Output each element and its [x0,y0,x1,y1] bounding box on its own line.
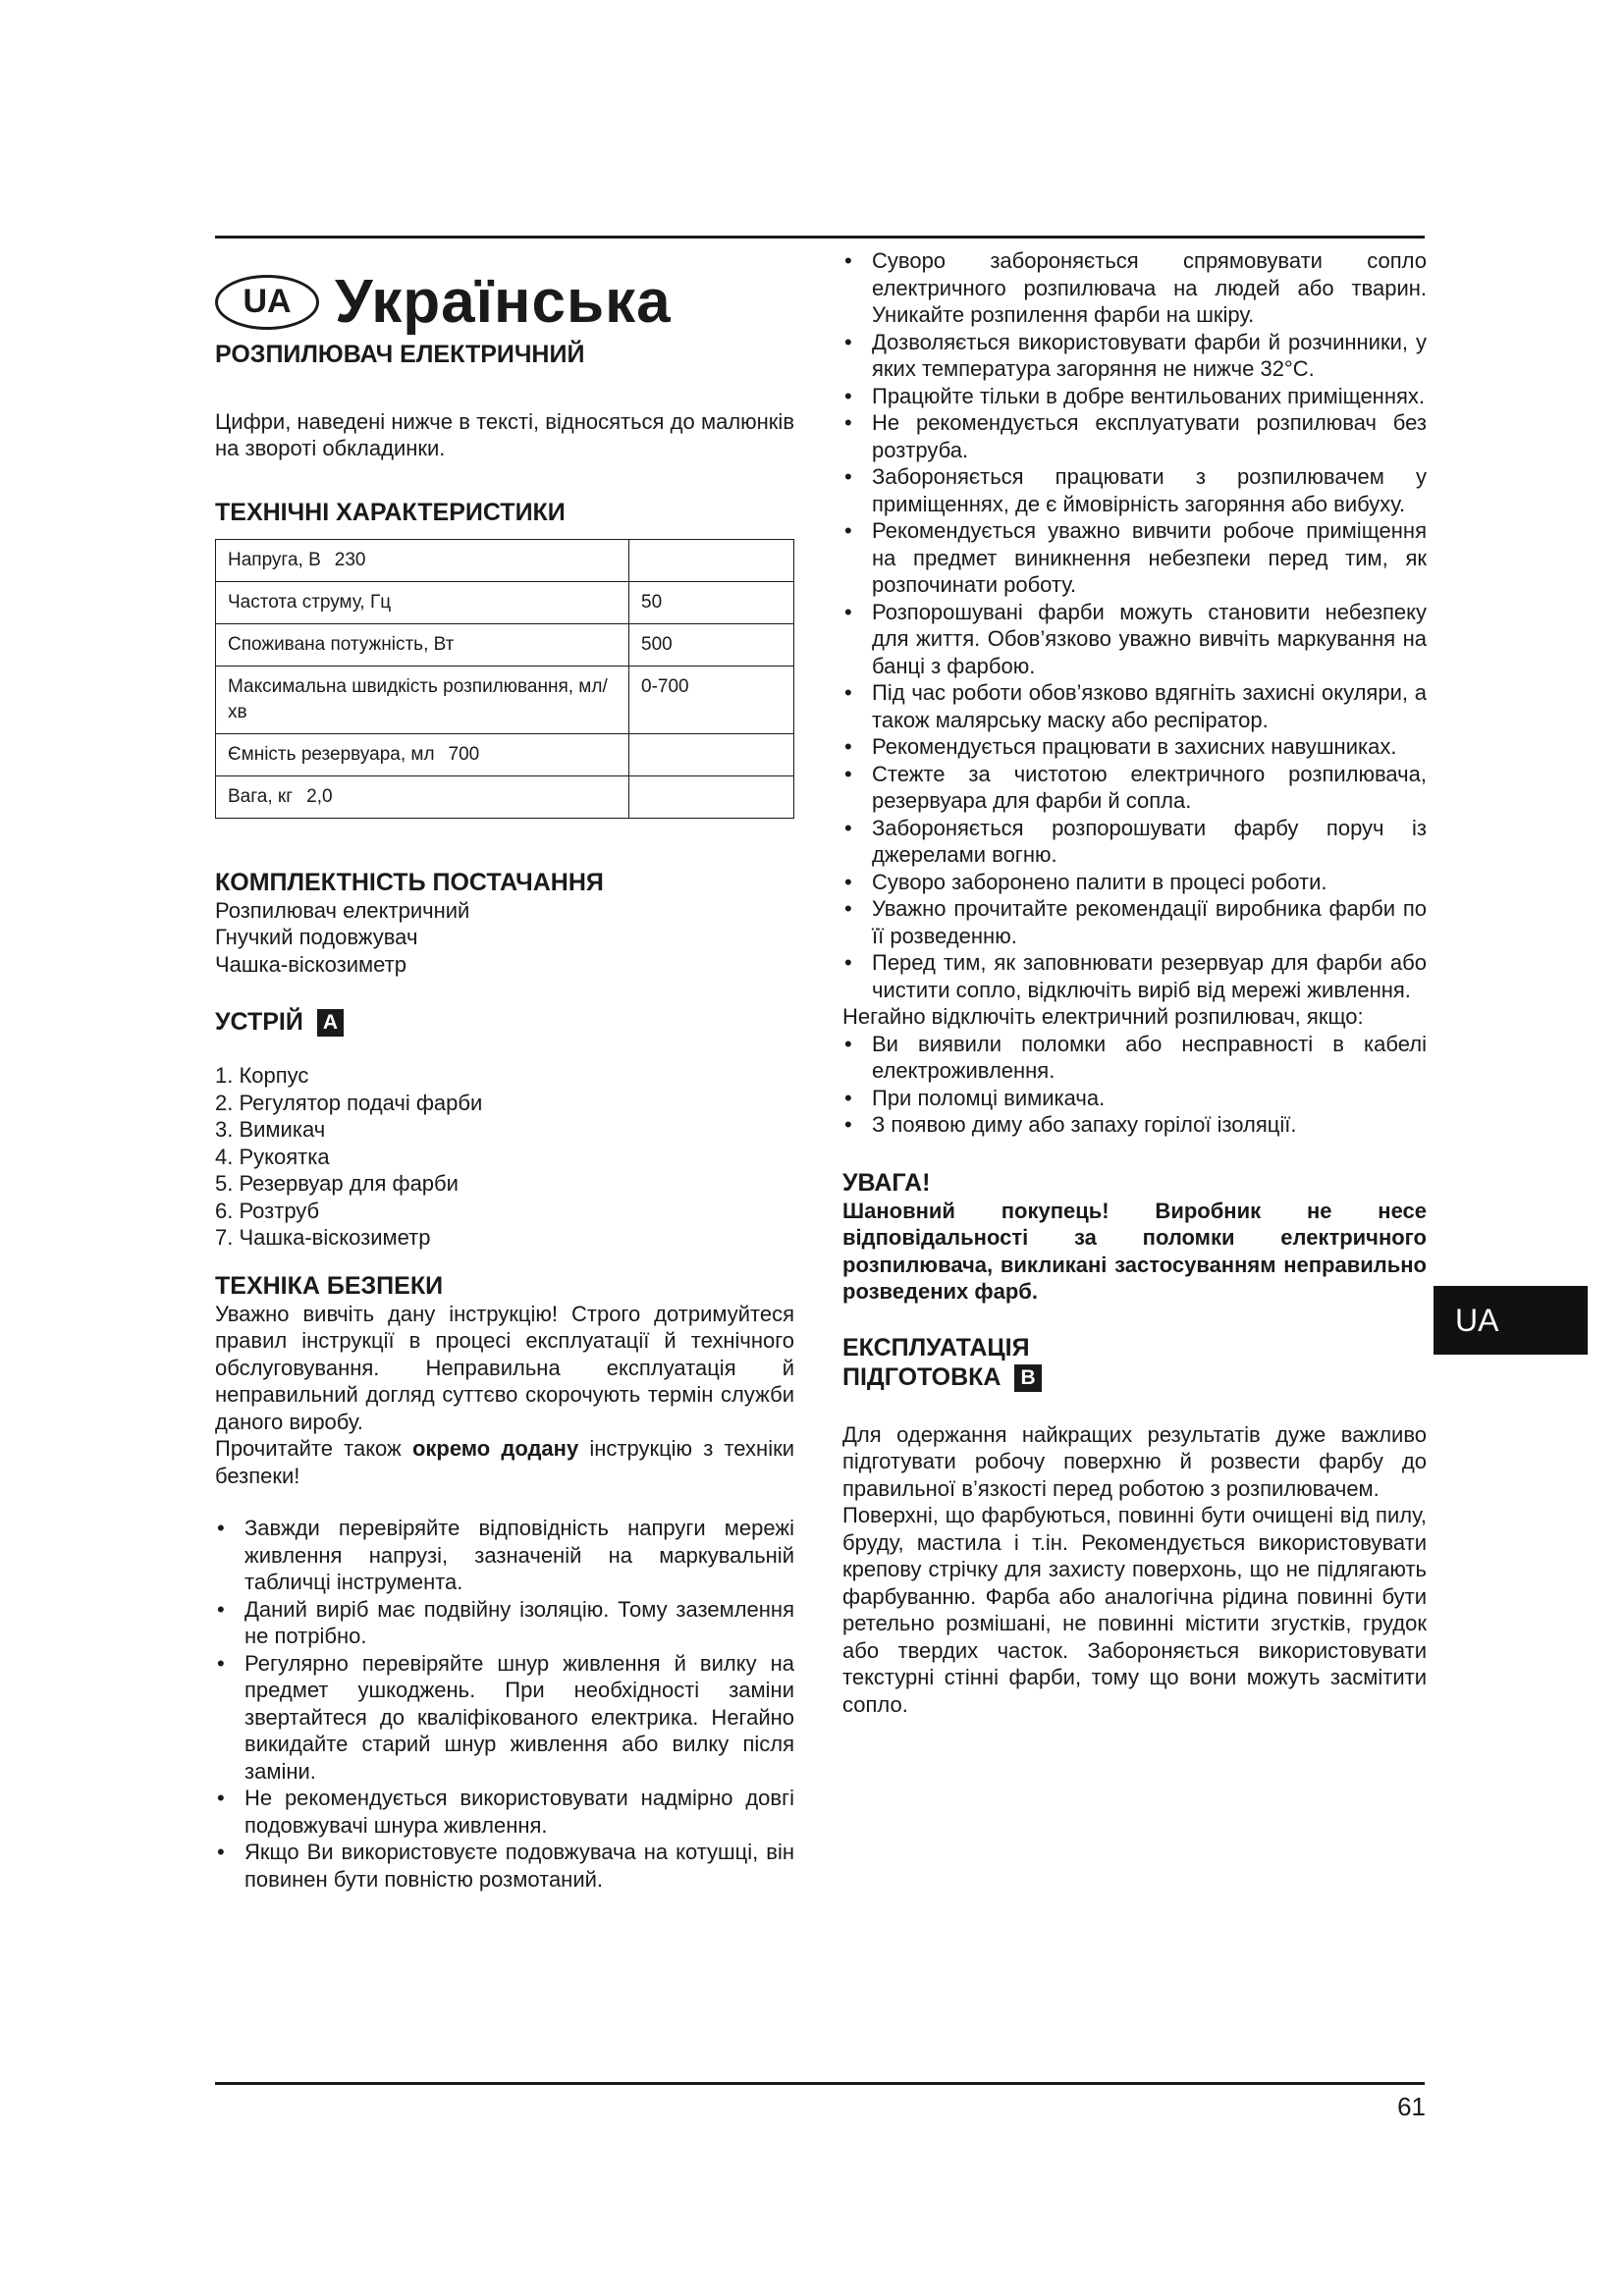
page-number: 61 [1397,2092,1426,2121]
intro-text: Цифри, наведені нижче в тексті, відносяться до малюнків на звороті обкладинки. [215,408,794,460]
spec-value: 50 [629,581,794,623]
warning-heading: УВАГА! [842,1168,931,1197]
table-row [216,733,794,775]
specs-table [215,539,794,819]
top-rule [215,236,1425,239]
spec-label: Споживана потужність, Вт [216,623,629,666]
spec-value: 0-700 [629,666,794,733]
surface-prep-text: Поверхні, що фарбуються, повинні бути очищені від пилу, бруду, мастила і т.ін. Рекомендується використовувати крепову стрічку для захисту поверхонь, що не підлягають фарбуванню. Фарба або аналогічна рідина повинні бути ретельно розмішані, не повинні містити згустків, грудок або твердих часток. Забороняється використовувати текстурні стінні фарби, тому що вони можуть засмітити сопло. [842,1503,1427,1717]
table-row [216,666,794,733]
table-row [216,775,794,818]
spec-value [629,539,794,581]
safety-bullets-continued [842,247,1427,1003]
specs-heading: ТЕХНІЧНІ ХАРАКТЕРИСТИКИ [215,498,566,526]
list-item: • Дозволяється використовувати фарби й розчинники, у яких температура загоряння не нижче 32°C. [842,329,1427,383]
list-item: • Суворо заборонено палити в процесі роботи. [842,869,1427,896]
safety-intro: Уважно вивчіть дану інструкцію! Строго дотримуйтеся правил інструкції в процесі експлуатації й технічного обслуговування. Неправильна експлуатація й неправильний догляд суттєво скорочують термін служби даного виробу. [215,1301,794,1434]
list-item: • Суворо забороняється спрямовувати сопло електричного розпилювача на людей або тварин. Уникайте розпилення фарби на шкіру. [842,247,1427,329]
operation-heading: ЕКСПЛУАТАЦІЯ [842,1333,1030,1362]
list-item: • Забороняється розпорошувати фарбу поруч із джерелами вогню. [842,815,1427,869]
language-code-badge: UA [215,275,319,330]
list-item: Гнучкий подовжувач [215,925,418,949]
language-header [215,268,794,337]
list-item: • Даний виріб має подвійну ізоляцію. Тому заземлення не потрібно. [215,1596,794,1650]
device-parts-list [215,1062,794,1252]
spec-value: 500 [629,623,794,666]
list-item: 1. Корпус [215,1063,309,1089]
list-item: 3. Вимикач [215,1117,326,1143]
left-column [215,247,794,1893]
spec-value [629,733,794,775]
list-item: • Рекомендується уважно вивчити робоче приміщення на предмет виникнення небезпеки перед тим, як розпочинати роботу. [842,517,1427,599]
list-item: • Стежте за чистотою електричного розпилювача, резервуара для фарби й сопла. [842,761,1427,815]
table-row [216,623,794,666]
list-item: • З появою диму або запаху горілої ізоляції. [842,1111,1427,1139]
list-item: • Працюйте тільки в добре вентильованих приміщеннях. [842,383,1427,410]
safety-heading: ТЕХНІКА БЕЗПЕКИ [215,1271,444,1300]
list-item: • Уважно прочитайте рекомендації виробника фарби по її розведенню. [842,895,1427,949]
spec-label: Максимальна швидкість розпилювання, мл/хв [216,666,629,733]
list-item: Розпилювач електричний [215,897,470,923]
spec-value [629,775,794,818]
list-item: • При поломці вимикача. [842,1085,1427,1112]
list-item: 2. Регулятор подачі фарби [215,1090,483,1115]
list-item: • Розпорошувані фарби можуть становити небезпеку для життя. Обов’язково уважно вивчіть маркування на банці з фарбою. [842,599,1427,680]
list-item: 7. Чашка-віскозиметр [215,1225,431,1251]
list-item: • Завжди перевіряйте відповідність напруги мережі живлення напрузі, зазначеній на маркувальній табличці інструмента. [215,1515,794,1596]
list-item: • Рекомендується працювати в захисних навушниках. [842,733,1427,761]
package-list [215,897,794,979]
language-title: Українська [335,268,672,337]
list-item: 5. Резервуар для фарби [215,1171,459,1197]
warning-text: Шановний покупець! Виробник не несе відповідальності за поломки електричного розпилювача, викликані застосуванням неправильно розведених фарб. [842,1198,1427,1304]
right-column [842,247,1427,1718]
list-item: • Якщо Ви використовуєте подовжувача на котушці, він повинен бути повністю розмотаний. [215,1839,794,1893]
table-row [216,581,794,623]
list-item: 4. Рукоятка [215,1144,330,1169]
safety-note: Прочитайте також окремо додану інструкцію з техніки безпеки! [215,1436,794,1488]
figure-ref-b: B [1014,1364,1041,1392]
preparation-heading: ПІДГОТОВКА B [842,1362,1427,1392]
spec-label: Частота струму, Гц [216,581,629,623]
list-item: • Забороняється працювати з розпилювачем у приміщеннях, де є ймовірність загоряння або вибуху. [842,463,1427,517]
table-row [216,539,794,581]
list-item: • Регулярно перевіряйте шнур живлення й вилку на предмет ушкоджень. При необхідності заміни звертайтеся до кваліфікованого електрика. Негайно викидайте старий шнур живлення або вилку після заміни. [215,1650,794,1786]
disconnect-intro: Негайно відключіть електричний розпилювач, якщо: [842,1004,1364,1029]
list-item: • Ви виявили поломки або несправності в кабелі електроживлення. [842,1031,1427,1085]
disconnect-bullets [842,1031,1427,1139]
list-item: • Не рекомендується використовувати надмірно довгі подовжувачі шнура живлення. [215,1785,794,1839]
figure-ref-a: A [317,1009,344,1037]
preparation-text: Для одержання найкращих результатів дуже важливо підготувати робочу поверхню й розвести фарбу до правильної в’язкості перед роботою з розпилювачем. [842,1421,1427,1501]
list-item: • Не рекомендується експлуатувати розпилювач без розтруба. [842,409,1427,463]
product-title: РОЗПИЛЮВАЧ ЕЛЕКТРИЧНИЙ [215,341,585,368]
list-item: • Під час роботи обов’язково вдягніть захисні окуляри, а також малярську маску або респіратор. [842,679,1427,733]
spec-label: Напруга, В 230 [216,539,629,581]
safety-bullets [215,1515,794,1893]
bottom-rule [215,2082,1425,2085]
spec-label: Ємність резервуара, мл 700 [216,733,629,775]
language-side-tab: UA [1434,1286,1588,1355]
package-heading: КОМПЛЕКТНІСТЬ ПОСТАЧАННЯ [215,868,604,896]
device-heading: УСТРІЙ A [215,1007,794,1037]
list-item: 6. Розтруб [215,1198,320,1223]
list-item: Чашка-віскозиметр [215,951,406,977]
list-item: • Перед тим, як заповнювати резервуар для фарби або чистити сопло, відключіть виріб від мережі живлення. [842,949,1427,1003]
spec-label: Вага, кг 2,0 [216,775,629,818]
